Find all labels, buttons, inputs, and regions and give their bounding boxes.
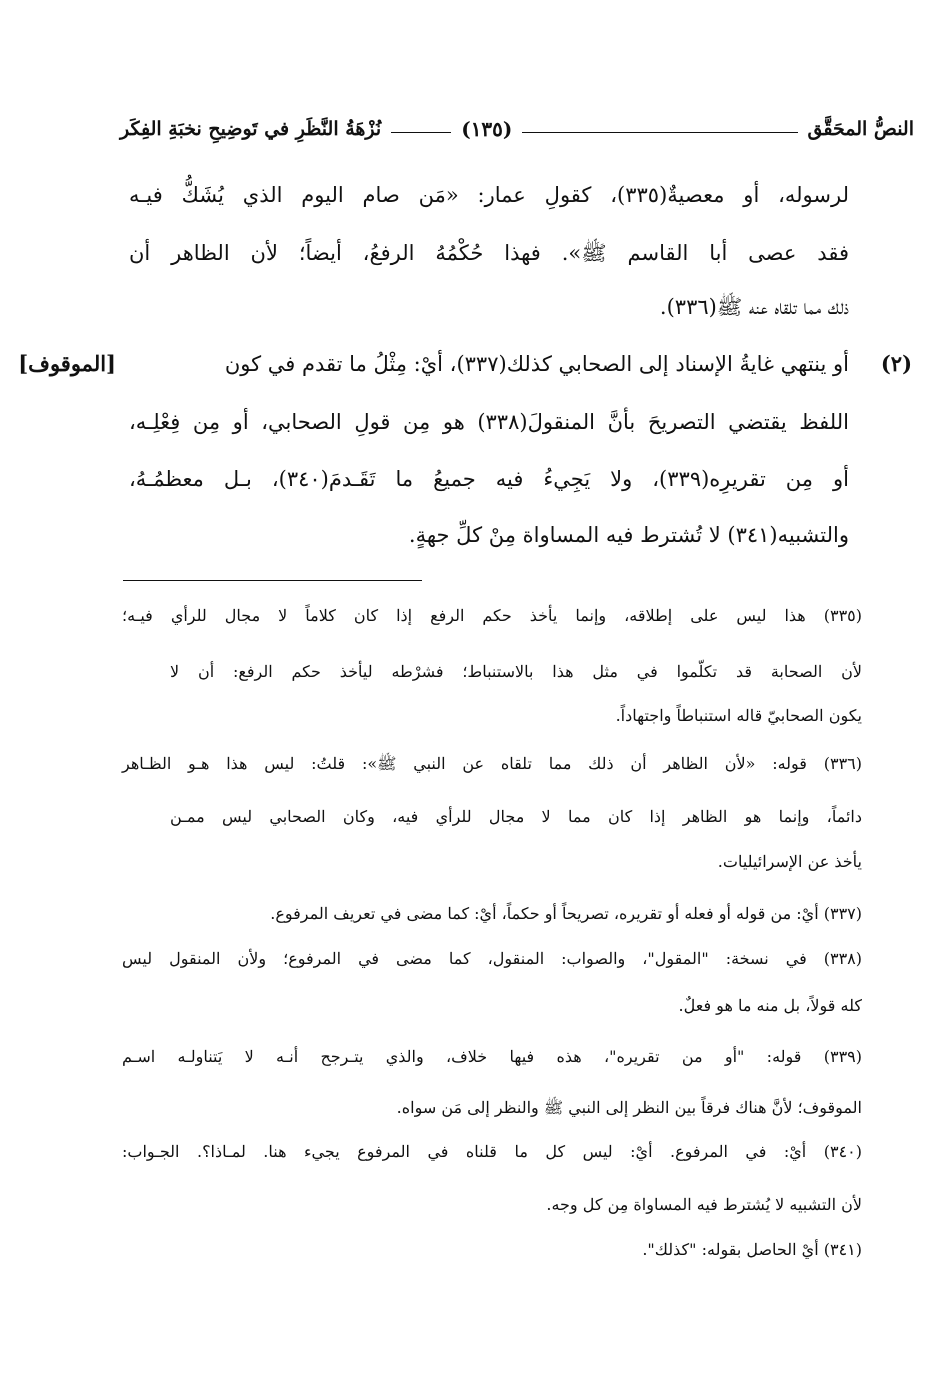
footnote-line: (٣٣٩) قوله: "أو من تقريره"، هذه فيها خلاف، والذي يتـرجح أنـه لا يَتناولـه اسـم xyxy=(122,1047,863,1066)
body-line: أو ينتهي غايةُ الإسناد إلى الصحابي كذلك(٣٣٧)، أيْ: مِثْلُ ما تقدم في كون xyxy=(224,352,849,376)
footnote-line: الموقوف؛ لأنَّ هناك فرقاً بين النظر إلى النبي ﷺ والنظر إلى مَن سواه. xyxy=(396,1098,862,1117)
margin-label-text: [الموقوف] xyxy=(18,351,116,376)
body-line: لرسوله، أو معصيةٌ(٣٣٥)، كقولِ عمار: «مَن صام اليوم الذي يُشَكُّ فيـه xyxy=(129,183,849,207)
header-section-title: النصُّ المحَقَّق xyxy=(807,118,914,140)
footnote-line: (٣٣٥) هذا ليس على إطلاقه، وإنما يأخذ حكم الرفع إذا كان كلاماً لا مجال للرأي فيـه؛ xyxy=(122,606,862,625)
running-header xyxy=(120,112,914,146)
body-line: فقد عصى أبا القاسم ﷺ». فهذا حُكْمُهُ الرفعُ، أيضاً؛ لأن الظاهر أن xyxy=(129,241,849,265)
body-line: والتشبيه(٣٤١) لا تُشترط فيه المساواة مِنْ كلِّ جهةٍ. xyxy=(408,523,849,547)
header-rule-right xyxy=(522,132,797,133)
footnote-line: (٣٣٨) في نسخة: "المقول"، والصواب: المنقول، كما مضى في المرفوع؛ ولأن المنقول ليس xyxy=(122,949,862,968)
header-book-title: نُزْهَةُ النَّظَرِ في تَوضِيحِ نخبَةِ الفِكَر xyxy=(120,118,382,140)
footnote-line: يأخذ عن الإسرائيليات. xyxy=(717,852,862,871)
margin-label xyxy=(18,349,116,379)
item-number-text: (٢) xyxy=(880,351,912,376)
footnote-line: (٣٣٧) أيْ: من قوله أو فعله أو تقريره، تصريحاً أو حكماً، أيْ: كما مضى في تعريف المرفوع. xyxy=(270,904,862,923)
footnote-separator xyxy=(123,580,422,581)
footnote-line: لأن التشبيه لا يُشترط فيه المساواة مِن كل وجه. xyxy=(546,1195,862,1214)
footnote-line: يكون الصحابيّ قاله استنباطاً واجتهاداً. xyxy=(615,706,862,725)
footnote-line: لأن الصحابة قد تكلّموا في مثل هذا بالاستنباط؛ فشرْطه ليأخذ حكم الرفع: أن لا xyxy=(170,662,862,681)
body-line: أو مِن تقريرِه(٣٣٩)، ولا يَجِيءُ فيه جميعُ ما تَقَـدمَ(٣٤٠)، بـل معظمُـهُ، xyxy=(129,467,849,491)
item-number xyxy=(868,349,912,379)
page-number: (١٣٥) xyxy=(461,117,513,141)
footnote-line: كله قولاً، بل منه ما هو فعلٌ. xyxy=(678,996,862,1015)
footnote-line: (٣٣٦) قوله: «لأن الظاهر أن ذلك مما تلقاه عن النبي ﷺ»: قلتُ: ليس هذا هـو الظـاهر xyxy=(122,754,862,773)
body-line: ذلك مما تلقاه عنه ﷺ(٣٣٦). xyxy=(659,295,849,319)
footnote-line: (٣٤٠) أيْ: في المرفوع. أيْ: ليس كل ما قلناه في المرفوع يجيء هنا. لمـاذا؟. الجـواب: xyxy=(122,1142,863,1161)
header-rule-left xyxy=(391,132,451,133)
body-line: اللفظ يقتضي التصريحَ بأنَّ المنقولَ(٣٣٨) هو مِن قولِ الصحابي، أو مِن فِعْلِـه، xyxy=(129,410,849,434)
footnote-line: دائماً، وإنما هو الظاهر إذا كان مما لا مجال للرأي فيه، وكان الصحابي ليس ممـن xyxy=(170,807,862,826)
footnote-line: (٣٤١) أيْ الحاصل بقوله: "كذلك". xyxy=(642,1240,862,1259)
